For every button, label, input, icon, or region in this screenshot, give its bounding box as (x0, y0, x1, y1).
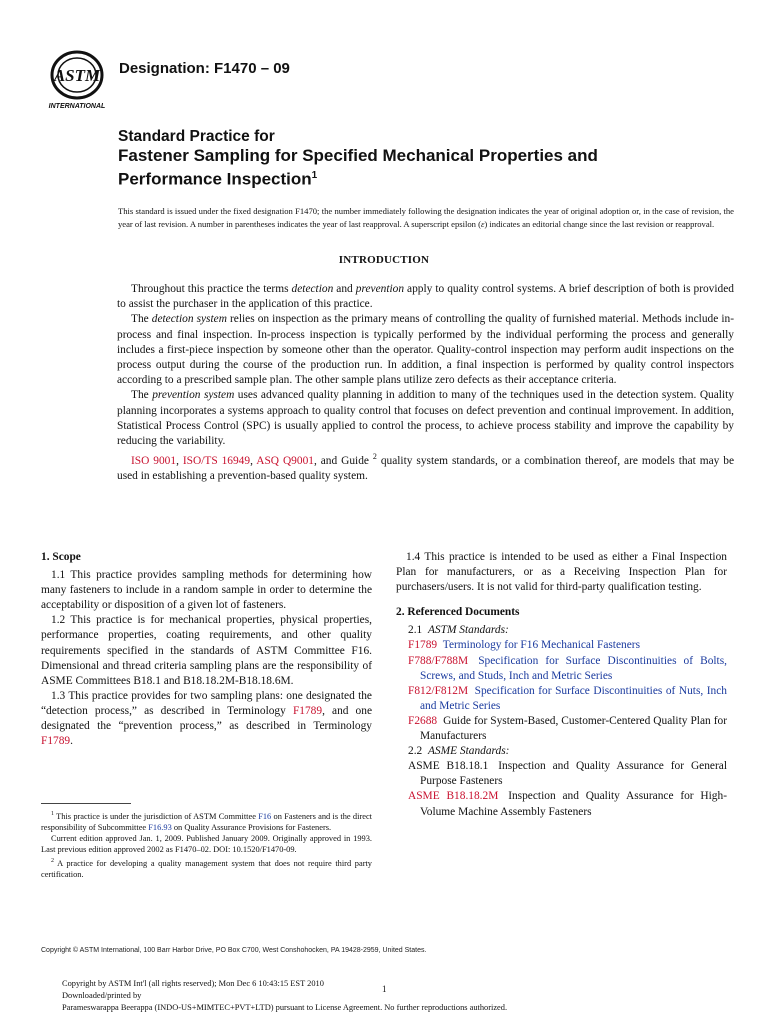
intro-text: relies on inspection as the primary means of controlling the quality of furnished material. Methods include in-process and final inspection. In-process inspection is typically performed by the individual performing the process and generally includes a first-piece inspection by someone other than the operator. Quality-control inspection may perform audit inspections on the process output during the course of the production run. In addition, a final inspection is performed by quality control inspectors according to a prescribed sample plan. The other sample plans utilize zero defects as their acceptance criteria. (117, 313, 734, 387)
logo-text: ASTM (53, 66, 101, 85)
title-footnote-mark: 1 (311, 170, 318, 181)
download-line-2: Downloaded/printed by (62, 991, 142, 1001)
right-column (396, 550, 727, 820)
download-line-3: Parameswarappa Beerappa (INDO-US+MIMTEC+PVT+LTD) pursuant to License Agreement. No further reproductions authorized. (62, 1003, 508, 1013)
download-line-1: Copyright by ASTM Int'l (all rights reserved); Mon Dec 6 10:43:15 EST 2010 (62, 979, 324, 988)
intro-term: detection system (151, 313, 227, 326)
footnote-2 (41, 856, 372, 880)
scope-text: , and one designated the “prevention process,” as described in Terminology (41, 704, 373, 733)
astm-label-num: 2.1 (408, 624, 423, 637)
scope-1-3 (41, 689, 372, 749)
intro-paragraph-3 (117, 388, 734, 449)
ref-asme-b18-18-2m (396, 789, 727, 819)
intro-text: quality system standards, or a combination thereof, are models that may be used in establishing a prevention-based quality system. (117, 455, 735, 483)
link-f1789[interactable]: F1789 (292, 704, 323, 717)
asme-standards-label (408, 744, 727, 759)
footnote-mark: 2 (51, 857, 54, 864)
link-f1789[interactable]: F1789 (41, 735, 71, 748)
ref-title-link[interactable]: Specification for Surface Discontinuities of Bolts, Screws, and Studs, Inch and Metric Series (420, 654, 727, 682)
copyright-line: Copyright © ASTM International, 100 Barr Harbor Drive, PO Box C700, West Conshohocken, PA 19428-2959, United States. (41, 947, 427, 954)
title-block (118, 127, 738, 190)
ref-f788 (396, 654, 727, 684)
ref-code-link[interactable]: F2688 (408, 714, 438, 727)
issuance-part1: This standard is issued under the fixed designation F1470; the number immediately following the designation indicates the year of original adoption or, in the case of revision, the year of last revision. A number in parentheses indicates the year of last reapproval. A superscript epsilon ( (118, 206, 734, 229)
ref-asme-b18-18-1 (396, 759, 727, 789)
intro-paragraph-2 (117, 312, 734, 388)
title-line2: Fastener Sampling for Specified Mechanical Properties and (118, 146, 598, 165)
references-heading: 2. Referenced Documents (396, 606, 520, 619)
link-f16-93[interactable]: F16.93 (148, 823, 172, 832)
intro-text: The (131, 313, 152, 326)
astm-label: ASTM Standards: (427, 624, 509, 637)
introduction-body (117, 282, 734, 484)
astm-logo (44, 50, 110, 112)
link-asq-q9001[interactable]: ASQ Q9001 (256, 455, 314, 468)
footnote-text: on Quality Assurance Provisions for Fasteners. (171, 823, 332, 832)
asme-label: ASME Standards: (427, 745, 510, 758)
intro-term: detection (291, 283, 334, 295)
scope-1-4: 1.4 This practice is intended to be used as either a Final Inspection Plan for manufacturers, or as a Receiving Inspection Plan for purchasers/users. It is not valid for third-party qualification testing. (396, 551, 727, 594)
scope-text: 1.3 This practice provides for two sampling plans: one designated the “detection process,” as described in Terminology (41, 689, 372, 717)
ref-code-link[interactable]: F812/F812M (408, 684, 469, 697)
ref-f2688 (396, 714, 727, 744)
page-number: 1 (382, 984, 387, 994)
intro-term: prevention system (152, 389, 235, 402)
download-notice (62, 978, 622, 1015)
ref-f1789 (396, 638, 727, 653)
intro-text: uses advanced quality planning in addition to many of the techniques used in the detection system. Quality planning incorporates a systems approach to quality control that focuses on defect prevention and continual improvement. In addition, Statistical Process Control (SPC) is usually applied to control the process, to achieve process stability and improve the capability by reducing the variability. (117, 389, 734, 448)
intro-text: The (131, 389, 153, 402)
intro-paragraph-1 (117, 282, 734, 312)
footnote-text: A practice for developing a quality management system that does not require third party certification. (41, 858, 372, 879)
asme-label-num: 2.2 (408, 745, 423, 758)
issuance-epsilon: ε (480, 218, 485, 229)
intro-paragraph-4 (117, 449, 734, 484)
ref-code-link[interactable]: F1789 (408, 639, 438, 652)
ref-title: Guide for System-Based, Customer-Centered Quality Plan for Manufacturers (420, 714, 727, 743)
footnote-text: This practice is under the jurisdiction of ASTM Committee (54, 811, 259, 821)
intro-text: , (176, 455, 183, 468)
title-line3 (118, 166, 738, 190)
link-f16[interactable]: F16 (258, 811, 272, 821)
intro-text: , and Guide (313, 455, 373, 468)
footnotes (41, 809, 372, 880)
issuance-note (118, 205, 734, 230)
ref-title-link[interactable]: Terminology for F16 Mechanical Fasteners (442, 639, 641, 652)
ref-title: Inspection and Quality Assurance for General Purpose Fasteners (420, 760, 727, 788)
intro-text: and (333, 283, 356, 295)
title-line1: Standard Practice for (118, 128, 275, 145)
footnote-text: on Fasteners and is the direct responsibility of Subcommittee (41, 811, 372, 832)
footnote-1 (41, 809, 372, 833)
footnote-mark: 1 (51, 811, 54, 817)
left-column (41, 550, 372, 749)
link-iso-9001[interactable]: ISO 9001 (131, 455, 177, 468)
footnote-rule (41, 803, 131, 804)
ref-title: Inspection and Quality Assurance for High-Volume Machine Assembly Fasteners (420, 790, 727, 818)
ref-title-link[interactable]: Specification for Surface Discontinuities of Nuts, Inch and Metric Series (420, 684, 727, 712)
intro-text: , (250, 455, 257, 468)
intro-term: prevention (355, 283, 405, 295)
ref-f812 (396, 684, 727, 714)
footnote-1-edition: Current edition approved Jan. 1, 2009. Published January 2009. Originally approved in 1993. Last previous edition approved 2002 as F1470–02. DOI: 10.1520/F1470-09. (41, 834, 372, 855)
ref-code-link[interactable]: ASME B18.18.2M (408, 790, 499, 803)
ref-code: ASME B18.18.1 (408, 760, 489, 773)
ref-code-link[interactable]: F788/F788M (408, 654, 469, 667)
title-line3-text: Performance Inspection (118, 169, 312, 189)
astm-standards-label (408, 623, 727, 638)
intro-footnote-mark: 2 (372, 452, 377, 462)
scope-text: . (70, 735, 73, 748)
issuance-part2: ) indicates an editorial change since the last revision or reapproval. (484, 218, 715, 229)
link-iso-ts-16949[interactable]: ISO/TS 16949 (182, 455, 251, 468)
scope-heading: 1. Scope (41, 551, 81, 563)
intro-text: apply to quality control systems. A brief description of both is provided to assist the purchaser in the application of this practice. (117, 283, 734, 311)
scope-1-2: 1.2 This practice is for mechanical properties, physical properties, performance properties, coating requirements, and other quality requirements specified in the standards of ASTM Committee F16. Dimensional and thread criteria sampling plans are the responsibility of ASME Committees B18.1 and B18.18.2M-B18.18.6M. (41, 614, 372, 687)
designation: Designation: F1470 – 09 (119, 60, 290, 77)
introduction-heading: INTRODUCTION (338, 254, 430, 266)
scope-1-1: 1.1 This practice provides sampling methods for determining how many fasteners to include in a random sample in order to determine the acceptability or disposition of a given lot of fasteners. (41, 569, 372, 612)
logo-subtext: INTERNATIONAL (48, 103, 106, 110)
astm-logo-icon (44, 50, 110, 112)
intro-text: Throughout this practice the terms (131, 283, 292, 295)
